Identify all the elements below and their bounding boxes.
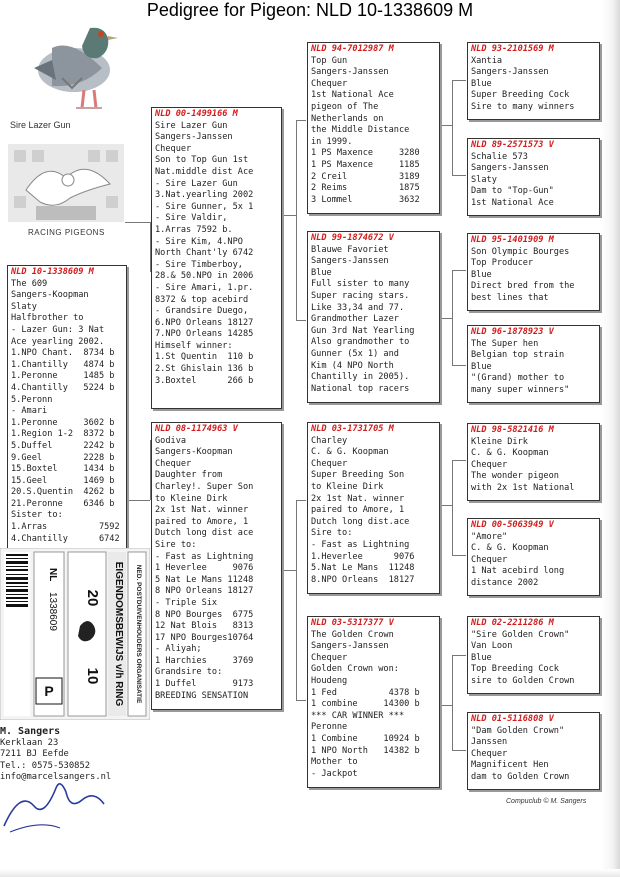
detail-line: Netherlands on [311,113,384,124]
detail-line: 7.NPO Orleans 14285 [155,329,254,340]
gp-ss-details [311,56,436,207]
detail-line: Top Breeding Cock [471,664,559,675]
gp-ds-ring: NLD 03-1731705 M [311,424,394,434]
detail-line: Sangers-Janssen [311,67,389,78]
detail-line: Chequer [155,458,192,469]
gp-dd-details [311,630,436,781]
detail-line: 3 Lommel 3632 [311,194,420,205]
detail-line: Xantia [471,55,503,66]
detail-line: paired to Amore, 1 [155,516,249,527]
detail-line: - Lazer Gun: 3 Nat [11,324,105,335]
gp-dd-ring: NLD 03-5317377 V [311,618,394,628]
detail-line: 1.Region 1-2 8372 b [11,429,115,440]
detail-line: 17 NPO Bourges10764 [155,632,254,643]
detail-line: Sangers-Janssen [155,132,233,143]
owner-city: 7211 BJ Eefde [0,749,69,759]
detail-line: Nat.middle dist Ace [155,166,254,177]
detail-line: Sangers-Janssen [311,641,389,652]
detail-line: Sangers-Koopman [11,290,89,301]
detail-line: Chequer [471,459,508,470]
detail-line: 6.NPO Orleans 18127 [155,317,254,328]
sire-ring: NLD 00-1499166 M [155,109,238,119]
detail-line: Ace yearling 2002. [11,336,105,347]
great-grandparent-box [467,712,600,790]
ring-ownership-card [0,548,150,720]
dam-ring: NLD 08-1174963 V [155,424,238,434]
detail-line: Kleine Dirk [471,436,528,447]
detail-line: Gunner (5x 1) and [311,348,399,359]
detail-line: 1 Fed 4378 b [311,687,420,698]
detail-line: Slaty [11,301,37,312]
granddam-dam-side-box [307,616,440,788]
detail-line: sire to Golden Crown [471,675,575,686]
owner-phone: Tel.: 0575-530852 [0,760,91,771]
gp-sd-details [311,245,436,396]
card-year-right: 10 [84,667,101,685]
connector [296,700,306,701]
card-ring-number: 1338609 [47,592,58,631]
card-country: NL [47,568,58,582]
photo-caption: Sire Lazer Gun [10,120,71,130]
racing-pigeons-logo [6,140,126,240]
detail-line: best lines that [471,292,549,303]
detail-line: "(Grand) mother to [471,373,565,384]
connector [296,120,297,320]
connector [452,270,453,365]
detail-line: many super winners" [471,384,570,395]
detail-line: 1.Heverlee 9076 [311,551,415,562]
connector [452,175,466,176]
barcode-image [4,552,30,716]
detail-line: 1 Harchies 3769 [155,655,254,666]
detail-line: Blue [471,269,492,280]
ggp-details [471,437,596,495]
detail-line: 2x 1st Nat. winner [311,493,405,504]
connector [125,222,150,223]
detail-line: The 609 [11,278,48,289]
detail-line: 1 Combine 10924 b [311,733,420,744]
detail-line: 1 Nat acebird long [471,566,565,577]
detail-line: Van Loon [471,641,513,652]
sire-details [155,121,278,388]
detail-line: Direct bred from the [471,281,575,292]
subject-details [11,279,123,546]
detail-line: Slaty [471,174,497,185]
detail-line: Sire to: [311,528,353,539]
gp-sd-ring: NLD 99-1874672 V [311,233,394,243]
gp-ss-ring: NLD 94-7012987 M [311,44,394,54]
connector [126,500,150,501]
connector [440,705,452,706]
detail-line: The Super hen [471,338,539,349]
detail-line: the Middle Distance [311,125,410,136]
dam-details [155,436,278,703]
detail-line: 1.Arras 7592 [11,522,120,533]
detail-line: to Kleine Dirk [155,493,228,504]
detail-line: Chequer [471,554,508,565]
pigeon-photo [12,8,122,118]
great-grandparent-box [467,616,600,694]
detail-line: C. & G. Koopman [471,543,549,554]
detail-line: Blue [311,267,332,278]
connector [452,655,453,750]
connector [296,320,306,321]
detail-line: Blue [471,361,492,372]
ggp-ring: NLD 98-5821416 M [471,425,554,435]
detail-line: Chantilly in 2005). [311,372,410,383]
owner-email[interactable]: info@marcelsangers.nl [0,772,112,782]
scan-bottom-edge [0,869,620,877]
detail-line: 1st National Ace [311,90,394,101]
detail-line: Dam to "Top-Gun" [471,186,554,197]
detail-line: "Sire Golden Crown" [471,629,570,640]
detail-line: Godiva [155,435,187,446]
detail-line: - Fast as Lightning [311,539,410,550]
detail-line: Dutch long dist ace [155,528,254,539]
detail-line: - Sire Valdir, [155,213,228,224]
detail-line: Also grandmother to [311,337,410,348]
detail-line: Son to Top Gun 1st [155,155,249,166]
detail-line: pigeon of The [311,101,379,112]
detail-line: 1.Peronne 3602 b [11,417,115,428]
detail-line: 1.Peronne 1485 b [11,371,115,382]
great-grandparent-box [467,42,600,120]
detail-line: distance 2002 [471,577,539,588]
detail-line: Top Producer [471,258,534,269]
connector [452,460,466,461]
detail-line: Blue [471,78,492,89]
detail-line: 1.St Quentin 110 b [155,352,254,363]
detail-line: dam to Golden Crown [471,771,570,782]
granddam-sire-side-box [307,231,440,403]
detail-line: 28.& 50.NPO in 2006 [155,271,254,282]
connector [452,750,466,751]
detail-line: Magnificent Hen [471,760,549,771]
detail-line: 5.Peronn [11,394,53,405]
detail-line: 4.Chantilly 6742 [11,533,120,544]
detail-line: Blauwe Favoriet [311,244,389,255]
detail-line: Like 33,34 and 77. [311,302,405,313]
detail-line: - Aliyah; [155,644,202,655]
ggp-ring: NLD 96-1878923 V [471,327,554,337]
signature [0,770,110,840]
great-grandparent-box [467,233,600,311]
ggp-ring: NLD 02-2211286 M [471,618,554,628]
detail-line: BREEDING SENSATION [155,690,249,701]
subject-ring: NLD 10-1338609 M [11,267,94,277]
detail-line: 2.St Ghislain 136 b [155,364,254,375]
detail-line: Sangers-Janssen [471,163,549,174]
detail-line: - Grandsire Duego, [155,306,249,317]
detail-line: 20.S.Quentin 4262 b [11,487,115,498]
connector [452,460,453,555]
detail-line: Grandsire to: [155,667,223,678]
connector [440,505,452,506]
detail-line: Golden Crown won: [311,664,399,675]
detail-line: Grandmother Lazer [311,314,399,325]
page-title: Pedigree for Pigeon: NLD 10-1338609 M [146,0,474,20]
detail-line: - Sire Lazer Gun [155,178,238,189]
connector [452,80,466,81]
detail-line: 5.Nat Le Mans 11248 [311,563,415,574]
grandsire-sire-side-box [307,42,440,214]
detail-line: in 1999. [311,136,353,147]
detail-line: 2 Reims 1875 [311,183,420,194]
detail-line: Sangers-Koopman [155,447,233,458]
detail-line: 2 Creil 3189 [311,171,420,182]
detail-line: "Dam Golden Crown" [471,725,565,736]
detail-line: 2x 1st Nat. winner [155,505,249,516]
detail-line: 1 combine 14300 b [311,699,420,710]
detail-line: 8 NPO Orleans 18127 [155,586,254,597]
ggp-ring: NLD 01-5116808 V [471,714,554,724]
ggp-ring: NLD 89-2571573 V [471,140,554,150]
detail-line: Himself winner: [155,340,233,351]
great-grandparent-box [467,518,600,596]
detail-line: - Triple Six [155,597,218,608]
detail-line: 3.Boxtel 266 b [155,375,254,386]
ggp-ring: NLD 00-5063949 V [471,520,554,530]
connector [296,120,306,121]
detail-line: 5 Nat Le Mans 11248 [155,574,254,585]
detail-line: Sire Lazer Gun [155,120,228,131]
detail-line: - Sire Gunner, 5x 1 [155,201,254,212]
detail-line: Sangers-Janssen [311,256,389,267]
detail-line: Sister to: [11,510,63,521]
detail-line: Charley!. Super Son [155,481,254,492]
detail-line: to Kleine Dirk [311,481,384,492]
connector [452,80,453,175]
detail-line: 1.Chantilly 4874 b [11,359,115,370]
card-org: NED. POSTDUIVENHOUDERS ORGANISATIE [135,564,142,704]
detail-line: Full sister to many [311,279,410,290]
detail-line: Blue [471,652,492,663]
great-grandparent-box [467,325,600,403]
detail-line: Houdeng [311,675,348,686]
connector [452,555,466,556]
grandsire-dam-side-box [307,422,440,594]
detail-line: Daughter from [155,470,223,481]
detail-line: 8.NPO Orleans 18127 [311,574,415,585]
detail-line: 12 Nat Blois 8313 [155,621,254,632]
detail-line: Super Breeding Son [311,470,405,481]
detail-line: Sire to many winners [471,101,575,112]
detail-line: Sangers-Janssen [471,67,549,78]
detail-line: Chequer [311,78,348,89]
detail-line: Belgian top strain [471,350,565,361]
detail-line: - Sire Timberboy, [155,259,243,270]
owner-street: Kerklaan 23 [0,737,59,748]
detail-line: Charley [311,435,348,446]
detail-line: Top Gun [311,55,348,66]
detail-line: - Jackpot [311,768,358,779]
ggp-details [471,152,596,210]
detail-line: Son Olympic Bourges [471,246,570,257]
detail-line: Halfbrother to [11,313,84,324]
ggp-details [471,247,596,305]
connector [280,570,296,571]
detail-line: - Sire Kim, 4.NPO [155,236,243,247]
detail-line: 15.Boxtel 1434 b [11,464,115,475]
detail-line: 4.Chantilly 5224 b [11,382,115,393]
detail-line: Gun 3rd Nat Yearling [311,325,415,336]
connector [440,318,452,319]
detail-line: Chequer [471,748,508,759]
detail-line: 1 PS Maxence 3280 [311,148,420,159]
detail-line: C. & G. Koopman [311,447,389,458]
connector [452,270,466,271]
detail-line: - Fast as Lightning [155,551,254,562]
detail-line: 8372 & top acebird [155,294,249,305]
detail-line: 1 PS Maxence 1185 [311,159,420,170]
detail-line: Chequer [155,143,192,154]
connector [440,125,452,126]
detail-line: Peronne [311,722,348,733]
great-grandparent-box [467,423,600,501]
detail-line: Super Breeding Cock [471,90,570,101]
detail-line: Sire to: [155,539,197,550]
card-heading: EIGENDOMSBEWIJS v/h RING [113,561,124,707]
detail-line: Mother to [311,757,358,768]
detail-line: Dutch long dist.ace [311,516,410,527]
detail-line: *** CAR WINNER *** [311,710,405,721]
detail-line: C. & G. Koopman [471,448,549,459]
ggp-ring: NLD 95-1401909 M [471,235,554,245]
connector [280,215,296,216]
connector [296,500,297,700]
detail-line: 21.Peronne 6346 b [11,498,115,509]
detail-line: National top racers [311,383,410,394]
ggp-ring: NLD 93-2101569 M [471,44,554,54]
subject-pigeon-box [7,265,127,550]
ggp-details [471,726,596,784]
detail-line: - Amari [11,406,48,417]
card-letter: P [44,683,54,699]
detail-line: 1.Arras 7592 b. [155,224,233,235]
gp-ds-details [311,436,436,587]
logo-text: RACING PIGEONS [28,228,105,237]
footer-credit: Compuclub © M. Sangers [506,798,587,805]
detail-line: Kim (4 NPO North [311,360,394,371]
connector [452,365,466,366]
scan-edge [602,0,620,877]
connector [296,500,306,501]
great-grandparent-box [467,138,600,216]
detail-line: Chequer [311,652,348,663]
ggp-details [471,532,596,590]
detail-line: 1 Duffel 9173 [155,679,254,690]
detail-line: The Golden Crown [311,629,394,640]
detail-line: 5.Duffel 2242 b [11,440,115,451]
connector [452,655,466,656]
detail-line: Janssen [471,737,508,748]
detail-line: 1 Heverlee 9076 [155,563,254,574]
detail-line: with 2x 1st National [471,482,575,493]
dam-box [151,422,282,710]
detail-line: North Chant'ly 6742 [155,248,254,259]
owner-name: M. Sangers [0,726,61,737]
detail-line: 15.Geel 1469 b [11,475,115,486]
detail-line: 3.Nat.yearling 2002 [155,190,254,201]
sire-box [151,107,282,409]
detail-line: 8 NPO Bourges 6775 [155,609,254,620]
detail-line: Schalie 573 [471,151,528,162]
ggp-details [471,630,596,688]
ggp-details [471,56,596,114]
detail-line: - Sire Amari, 1.pr. [155,282,254,293]
detail-line: 1.NPO Chant. 8734 b [11,348,115,359]
detail-line: 1 NPO North 14382 b [311,745,420,756]
detail-line: Chequer [311,458,348,469]
detail-line: 1st National Ace [471,197,554,208]
card-year-left: 20 [84,589,101,607]
detail-line: 9.Geel 2228 b [11,452,115,463]
ggp-details [471,339,596,397]
detail-line: The wonder pigeon [471,471,559,482]
detail-line: "Amore" [471,531,508,542]
detail-line: Super racing stars. [311,290,410,301]
detail-line: paired to Amore, 1 [311,505,405,516]
